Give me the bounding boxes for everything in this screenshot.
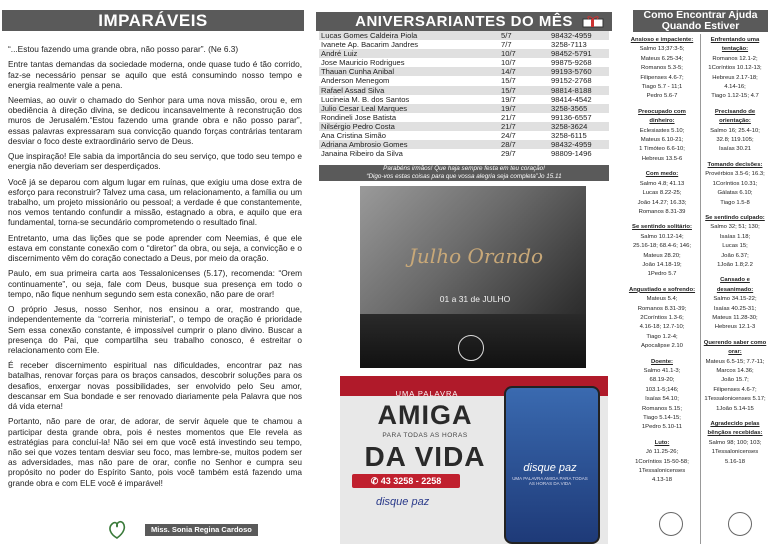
birthdays-title <box>316 12 612 31</box>
birthday-row <box>319 122 609 131</box>
help-reference: Hebreus 2.17-18; <box>712 74 758 81</box>
help-reference: Lucas 15; <box>722 243 748 250</box>
help-reference: Hebreus 13.5-6 <box>641 155 683 162</box>
birthday-phone: 3258-7113 <box>551 40 587 50</box>
birthday-phone: 99152-2768 <box>551 76 592 86</box>
birthday-row <box>319 49 609 58</box>
help-heading: Precisando de orientação: <box>714 108 756 125</box>
disque-paz-banner <box>340 376 608 544</box>
help-reference: Salmo 41.1-3; <box>643 368 681 374</box>
help-reference: Pedro 5.6-7 <box>646 93 678 100</box>
help-reference: 32.8; 119.105; <box>716 137 754 144</box>
birthday-message-line2: “Digo-vos estas coisas para que vossa alegria seja completa”Jo 15.11 <box>366 173 562 180</box>
birthday-date: 10/7 <box>501 58 516 68</box>
help-reference: 1Coríntios 10.31; <box>712 180 758 187</box>
birthday-phone: 98814-8188 <box>549 86 609 95</box>
birthday-date: 21/7 <box>501 112 516 122</box>
help-reference: 2Coríntios 1.3-6; <box>640 314 684 321</box>
birthday-name: André Luiz <box>319 49 499 58</box>
help-title: Como Encontrar Ajuda Quando Estiver <box>633 10 768 32</box>
help-reference: Tiago 1.5-8 <box>720 199 750 206</box>
help-left-list <box>625 36 699 492</box>
promo-line4: DA VIDA <box>364 441 486 472</box>
gift-icon <box>582 15 604 28</box>
help-reference: 68.19-20; <box>649 377 675 384</box>
julho-orando-dates: 01 a 31 de JULHO <box>439 294 511 304</box>
help-reference: Romanos 8.31-39; <box>637 305 687 312</box>
column-imparaveis <box>0 0 308 549</box>
help-reference: Salmo 16; 25.4-10; <box>710 127 760 134</box>
help-reference: Salmo 34.15-22; <box>713 296 757 303</box>
help-section <box>702 161 768 208</box>
birthday-name: Nilsérgio Pedro Costa <box>319 122 499 131</box>
julho-orando-banner <box>360 186 586 368</box>
church-logo-icon <box>106 520 128 540</box>
column-aniversariantes <box>316 0 613 549</box>
birthday-phone: 98432-4959 <box>549 31 609 40</box>
help-reference: Provérbios 3.5-6; 16.3; <box>705 171 765 178</box>
help-section <box>625 223 699 279</box>
help-reference: João 6.37; <box>721 252 749 259</box>
help-section <box>625 286 699 352</box>
birthday-name: Julio Cesar Leal Marques <box>319 104 499 113</box>
help-heading: Se sentindo solitário: <box>632 224 692 231</box>
birthday-name: Anderson Menegom <box>321 76 390 86</box>
birthday-phone: 99136-6557 <box>551 112 592 122</box>
help-reference: Mateus 6.10-21; <box>640 137 684 144</box>
help-reference: Romanos 5.3-5; <box>641 65 683 72</box>
help-reference: Romanos 8.31-39 <box>638 208 686 215</box>
birthday-date: 28/7 <box>499 140 549 149</box>
church-seal-icon <box>728 512 752 536</box>
help-reference: 1Tessalonicenses 5.17; <box>704 396 766 403</box>
birthday-row <box>319 131 609 140</box>
birthday-name: Adriana Ambrosio Gomes <box>319 140 499 149</box>
help-reference: 1Pedro 5.10-11 <box>641 424 683 431</box>
help-reference: Apocalipse 2.10 <box>641 343 683 350</box>
birthday-name: Lucineia M. B. dos Santos <box>321 94 410 104</box>
birthday-phone: 3258-3565 <box>549 104 609 113</box>
help-reference: Romanos 12.1-2; <box>712 55 758 62</box>
help-reference: Isaías 40.25-31; <box>713 305 757 312</box>
help-heading: Angustiado e sofrendo: <box>628 286 696 293</box>
article-paragraph: “...Estou fazendo uma grande obra, não posso parar”. (Ne 6.3) <box>8 44 239 54</box>
birthday-name: Lucas Gomes Caldeira Piola <box>319 31 499 40</box>
help-section <box>702 214 768 270</box>
birthdays-title-text: ANIVERSARIANTES DO MÊS <box>355 13 573 30</box>
signature <box>8 518 302 542</box>
help-reference: Tiago 5.7 - 11;1 <box>641 84 683 91</box>
church-seal-icon <box>659 512 683 536</box>
article-paragraph: Entre tantas demandas da sociedade moderna, onde quase tudo é tão corrido, faz-se necessário pensar se aquilo que está consumindo nosso tempo e energia realmente vale a pena. <box>8 59 302 90</box>
device-logo: disque paz <box>523 462 577 474</box>
signature-name: Miss. Sonia Regina Cardoso <box>145 524 258 536</box>
birthday-row <box>319 86 609 95</box>
help-reference: Salmo 98; 100; 103; <box>708 439 762 446</box>
help-right-list <box>702 36 768 473</box>
help-reference: Isaías 54.10; <box>645 396 679 403</box>
birthday-phone: 98414-4542 <box>551 94 592 104</box>
article-paragraph: Que inspiração! Ele sabia da importância do seu serviço, que todo seu tempo e energia não deveriam ser desperdiçados. <box>8 151 302 172</box>
help-reference: Mateus 6.5-15; 7.7-11; <box>705 358 765 365</box>
help-heading: Doente: <box>651 358 673 365</box>
help-reference: 1Coríntios 10.12-13; <box>708 65 762 72</box>
article-paragraph: Entretanto, uma das lições que se pode aprender com Neemias, é que ele estava em constante conexão com o “diretor” da obra, ou seja, a convicção e o discernimento vêm do coração conectado a Deus, por meio da oração. <box>8 232 302 264</box>
help-reference: Tiago 1.12-15; 4.7 <box>711 93 759 100</box>
birthday-phone: 98809-1496 <box>551 149 592 159</box>
birthday-row <box>319 104 609 113</box>
help-reference: 1Tessalonicenses <box>638 468 686 475</box>
help-reference: Lucas 8.22-25; <box>642 190 682 197</box>
birthday-date: 24/7 <box>501 131 516 141</box>
article-paragraph: Portanto, não pare de orar, de adorar, de servir àquele que te chamou a participar desta grande obra, pois é nestes momentos que Ele revela as estratégias para concluí-la! Não sei em que você está investindo seu tempo, não sei que vozes tentam desviar seu foco, mas lembre-se, muitos podem ser as adversidades, mas não pare de orar, confie no Senhor e cumpra seu propósito no poder do Espírito Santo, pois você também está fazendo uma grande obra e com ELE você é imparável! <box>8 416 302 488</box>
help-reference: Salmo 10.12-14; <box>640 233 684 240</box>
help-section <box>702 420 768 467</box>
help-reference: Eclesiastes 5.10; <box>639 127 685 134</box>
birthday-name: Ivanete Ap. Bacarim Jandres <box>321 40 419 50</box>
birthday-row <box>319 67 609 76</box>
help-heading: Tomando decisões: <box>707 161 763 168</box>
help-reference: Isaías 30.21 <box>718 146 752 153</box>
help-section <box>702 36 768 102</box>
birthday-date: 15/7 <box>501 76 516 86</box>
birthday-phone: 98452-5791 <box>549 49 609 58</box>
help-reference: 1Pedro 5.7 <box>647 271 677 278</box>
help-reference: 1Tessalonicenses <box>711 449 759 456</box>
help-reference: Mateus 5.4; <box>646 296 678 303</box>
help-reference: 1Coríntios 15-50-58; <box>635 458 689 465</box>
article-paragraph: Neemias, ao ouvir o chamado do Senhor para uma nova missão, orou e, em obediência à direção divina, se dedicou incansavelmente à reconstrução dos muros de Jerusalém.“Estou fazendo uma grande obra e não posso parar”, essas palavras expressaram sua convicção quando forças contrárias tentaram desviar o foco deste extraordinário servo de Deus. <box>8 95 302 146</box>
help-section <box>702 339 768 414</box>
article-paragraph: O próprio Jesus, nosso Senhor, nos ensinou a orar, mostrando que, independentemente da “correria ministerial”, o tempo de oração é prioridade Sem essa conexão constante, é impossível cumprir o plano divino. Buscar a presença do Pai, que compartilha seu trabalho conosco, é estreitar o relacionamento com Ele. <box>8 304 302 355</box>
help-reference: 4.13-18 <box>652 477 672 484</box>
birthday-message <box>319 165 609 181</box>
birthday-row <box>319 76 609 85</box>
article-paragraph: Você já se deparou com algum lugar em ruínas, que exigiu uma dose extra de esforço para reconstruir? Talvez uma casa, um relacionamento, a família ou um trabalho, um projeto missionário ou pessoal; a verdade é que constantemente, nos vemos tentando confundir a missão, estagnado a obra, e aquilo que era fundamental, torna-se secundário comprometendo o resultado final. <box>8 176 302 228</box>
birthday-date: 21/7 <box>499 122 549 131</box>
help-section <box>625 170 699 217</box>
birthday-phone: 98432-4959 <box>549 140 609 149</box>
help-reference: 25.16-18; 68.4-6; 146; <box>633 243 691 250</box>
help-reference: Tiago 5.14-15; <box>643 415 681 422</box>
help-heading: Se sentindo culpado: <box>705 214 765 221</box>
help-reference: Mateus 6.25-34; <box>640 55 684 62</box>
promo-line2: AMIGA <box>377 400 473 430</box>
help-reference: João 14.27; 16.33; <box>637 199 687 206</box>
help-section <box>625 36 699 102</box>
promo-logo: disque paz <box>376 496 430 508</box>
birthday-date: 10/7 <box>499 49 549 58</box>
article-title: IMPARÁVEIS <box>2 10 304 31</box>
birthday-date: 15/7 <box>499 86 549 95</box>
promo-line1: UMA PALAVRA <box>395 389 459 398</box>
help-reference: Filipenses 4.6-7; <box>640 74 684 81</box>
promo-line3: PARA TODAS AS HORAS <box>382 432 468 439</box>
help-section <box>625 358 699 433</box>
help-reference: Mateus 11.28-30; <box>712 314 758 321</box>
church-seal-icon <box>458 335 484 361</box>
help-reference: Filipenses 4.6-7; <box>713 386 757 393</box>
birthday-row <box>319 95 609 104</box>
column-como-encontrar-ajuda <box>623 0 768 549</box>
help-reference: 5.16-18 <box>725 458 745 465</box>
device-subtitle: UMA PALAVRA AMIGA PARA TODAS AS HORAS DA VIDA <box>512 476 588 486</box>
help-heading: Ansioso e impaciente: <box>630 37 694 43</box>
help-reference: Salmo 13;37:3-5; <box>639 46 685 53</box>
birthday-row <box>319 113 609 122</box>
help-reference: Mateus 28.20; <box>643 252 681 259</box>
birthday-name: Janaina Ribeiro da Silva <box>321 149 403 159</box>
help-reference: 4.14-16; <box>724 84 746 91</box>
help-section <box>625 439 699 486</box>
birthday-row <box>319 31 609 40</box>
help-heading: Enfrentando uma tentação: <box>710 37 760 53</box>
birthday-row <box>319 140 609 149</box>
birthday-date: 19/7 <box>499 104 549 113</box>
help-reference: 1 Timóteo 6.6-10; <box>639 146 685 153</box>
birthday-date: 5/7 <box>499 31 549 40</box>
help-reference: Tiago 1.2-4; <box>646 333 678 340</box>
help-reference: 103.1-5;146; <box>645 386 679 393</box>
article-paragraph: É receber discernimento espiritual nas dificuldades, encontrar paz nas batalhas, renovar forças para os braços cansados, descobrir soluções para os desafios, enxergar novas possibilidades, ser envolvido pelo Seu amor, descansar em Sua bondade e ser renovado diariamente pela Palavra que nos dá vida eterna! <box>8 360 302 412</box>
birthday-date: 29/7 <box>501 149 516 159</box>
help-heading: Querendo saber como orar: <box>703 339 767 356</box>
help-section <box>702 276 768 332</box>
help-reference: Jó 11.25-26; <box>645 449 679 456</box>
birthday-name: Rafael Assad Silva <box>319 86 499 95</box>
help-reference: Gálatas 6.10; <box>717 190 753 197</box>
birthday-date: 19/7 <box>501 94 516 104</box>
help-section <box>702 108 768 155</box>
birthday-name: Ana Cristina Simão <box>321 131 386 141</box>
birthday-phone: 3258-3624 <box>549 122 609 131</box>
julho-orando-title: Julho Orando <box>408 244 544 268</box>
help-section <box>625 108 699 164</box>
help-reference: Marcos 14.36; <box>716 368 754 374</box>
birthday-table <box>319 31 609 158</box>
help-heading: Luto: <box>654 439 670 446</box>
help-reference: Romanos 5.15; <box>642 405 682 412</box>
article-paragraph: Paulo, em sua primeira carta aos Tessalonicenses (5.17), recomenda: “Orem continuamente”, ou seja, fale com Deus, busque sua presença em todo o tempo, não fique nenhum segundo sem esta conexão, não pare de orar! <box>8 268 302 299</box>
birthday-row <box>319 149 609 158</box>
column-divider <box>700 34 701 544</box>
promo-phone: ✆ 43 3258 - 2258 <box>352 474 460 488</box>
promo-phone-number: 43 3258 - 2258 <box>380 476 442 486</box>
birthday-row <box>319 58 609 67</box>
help-reference: 1João 5.14-15 <box>716 405 754 412</box>
birthday-name: Rondineli Jose Batista <box>321 112 397 122</box>
help-reference: 4.16-18; 12.7-10; <box>639 324 685 331</box>
birthday-date: 7/7 <box>501 40 512 50</box>
birthday-phone: 99875-9268 <box>551 58 592 68</box>
help-heading: Preocupado com dinheiro: <box>638 108 686 125</box>
help-reference: Salmo 32; 51; 130; <box>710 224 760 231</box>
birthday-message-line1: Parabéns irmãos! Que haja sempre festa em teu coração! <box>383 165 545 172</box>
help-reference: Salmo 4.8; 41.13 <box>639 180 685 187</box>
birthday-phone: 99193-5760 <box>549 67 609 76</box>
help-heading: Com medo: <box>645 171 679 178</box>
help-reference: Isaías 1.18; <box>719 233 751 240</box>
help-heading: Agradecido pelas bênçãos recebidas: <box>707 421 763 437</box>
help-reference: João 15.7; <box>721 377 749 384</box>
article-body <box>8 44 302 493</box>
birthday-name: Jose Mauricio Rodrigues <box>321 58 405 68</box>
birthday-phone: 3258-6115 <box>551 131 587 141</box>
birthday-date: 14/7 <box>499 67 549 76</box>
help-heading: Cansado e desanimado: <box>716 277 754 293</box>
help-reference: 1João 1.8;2.2 <box>717 261 753 268</box>
help-reference: Hebreus 12.1-3 <box>714 324 756 331</box>
birthday-name: Thauan Cunha Anibal <box>319 67 499 76</box>
help-reference: João 14.18-19; <box>642 261 682 268</box>
birthday-row <box>319 40 609 49</box>
